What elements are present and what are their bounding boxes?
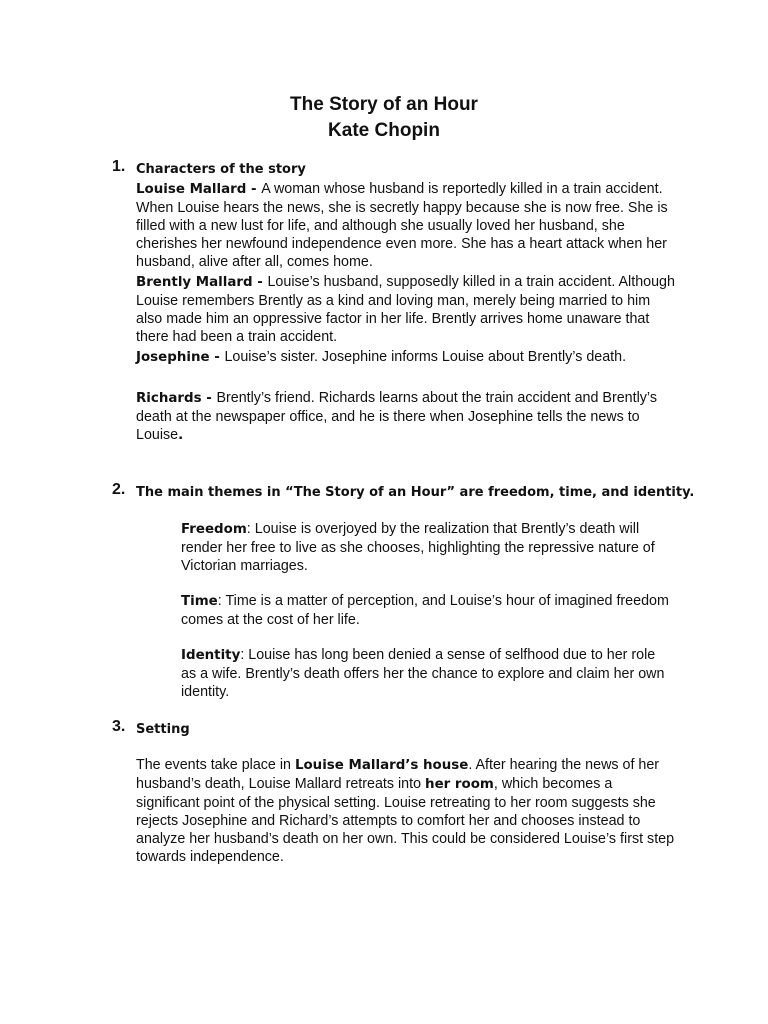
character-name: Josephine - <box>136 350 225 365</box>
section-number: 1. <box>112 158 126 175</box>
character-entry <box>136 180 676 271</box>
theme-name: Time <box>181 594 218 609</box>
setting-text: , which becomes a significant point of the physical setting. Louise retreating to her room suggests she rejects Josephine and Richard’s attempts to comfort her and chooses instead to analyze her husband’s death on her own. This could be considered Louise’s first step towards independence. <box>136 776 675 866</box>
setting-location: Louise Mallard’s house <box>294 758 469 773</box>
character-name: Louise Mallard - <box>136 182 262 197</box>
character-description: Louise’s husband, supposedly killed in a train accident. Although Louise remembers Brently as a kind and loving man, merely being married to him also made him an oppressive factor in her life. Brently arrives home unaware that there had been a train accident. <box>136 274 675 346</box>
document-author: Kate Chopin <box>328 120 440 141</box>
period-mark: . <box>178 428 184 444</box>
theme-description: : Louise is overjoyed by the realization that Brently’s death will render her free to live as she chooses, highlighting the repressive nature of Victorian marriages. <box>181 521 655 575</box>
section-number: 2. <box>112 481 126 498</box>
section-heading: The main themes in “The Story of an Hour” are freedom, time, and identity. <box>136 485 695 500</box>
setting-text: . After hearing the news of her husband’s death, Louise Mallard retreats into <box>136 757 660 793</box>
theme-name: Identity <box>181 648 241 663</box>
setting-text: The events take place in <box>136 757 295 773</box>
section-number: 3. <box>112 718 126 735</box>
character-entry <box>136 348 676 367</box>
theme-name: Freedom <box>181 522 247 537</box>
character-description: A woman whose husband is reportedly killed in a train accident. When Louise hears the news, she is secretly happy because she is now free. She is filled with a new lust for life, and although she usually loved her husband, she cherishes her newfound independence even more. She has a heart attack when her husband, alive after all, comes home. <box>136 181 668 271</box>
character-name: Brently Mallard - <box>136 275 268 290</box>
character-description: Louise’s sister. Josephine informs Louise about Brently’s death. <box>224 349 627 365</box>
theme-description: : Time is a matter of perception, and Louise’s hour of imagined freedom comes at the cost of her life. <box>181 593 669 629</box>
theme-entry <box>181 646 671 701</box>
document-title: The Story of an Hour <box>290 94 478 115</box>
section-heading: Setting <box>136 722 190 737</box>
theme-description: : Louise has long been denied a sense of selfhood due to her role as a wife. Brently’s death offers her the chance to explore and claim her own identity. <box>181 647 665 701</box>
character-description: Brently’s friend. Richards learns about the train accident and Brently’s death at the newspaper office, and he is there when Josephine tells the news to Louise <box>136 390 657 444</box>
setting-location: her room <box>425 777 494 793</box>
section-heading: Characters of the story <box>136 162 306 177</box>
setting-paragraph <box>136 756 676 867</box>
theme-entry <box>181 520 671 575</box>
character-name: Richards - <box>136 391 217 406</box>
theme-entry <box>181 592 671 629</box>
character-entry <box>136 273 676 346</box>
character-entry <box>136 389 676 445</box>
